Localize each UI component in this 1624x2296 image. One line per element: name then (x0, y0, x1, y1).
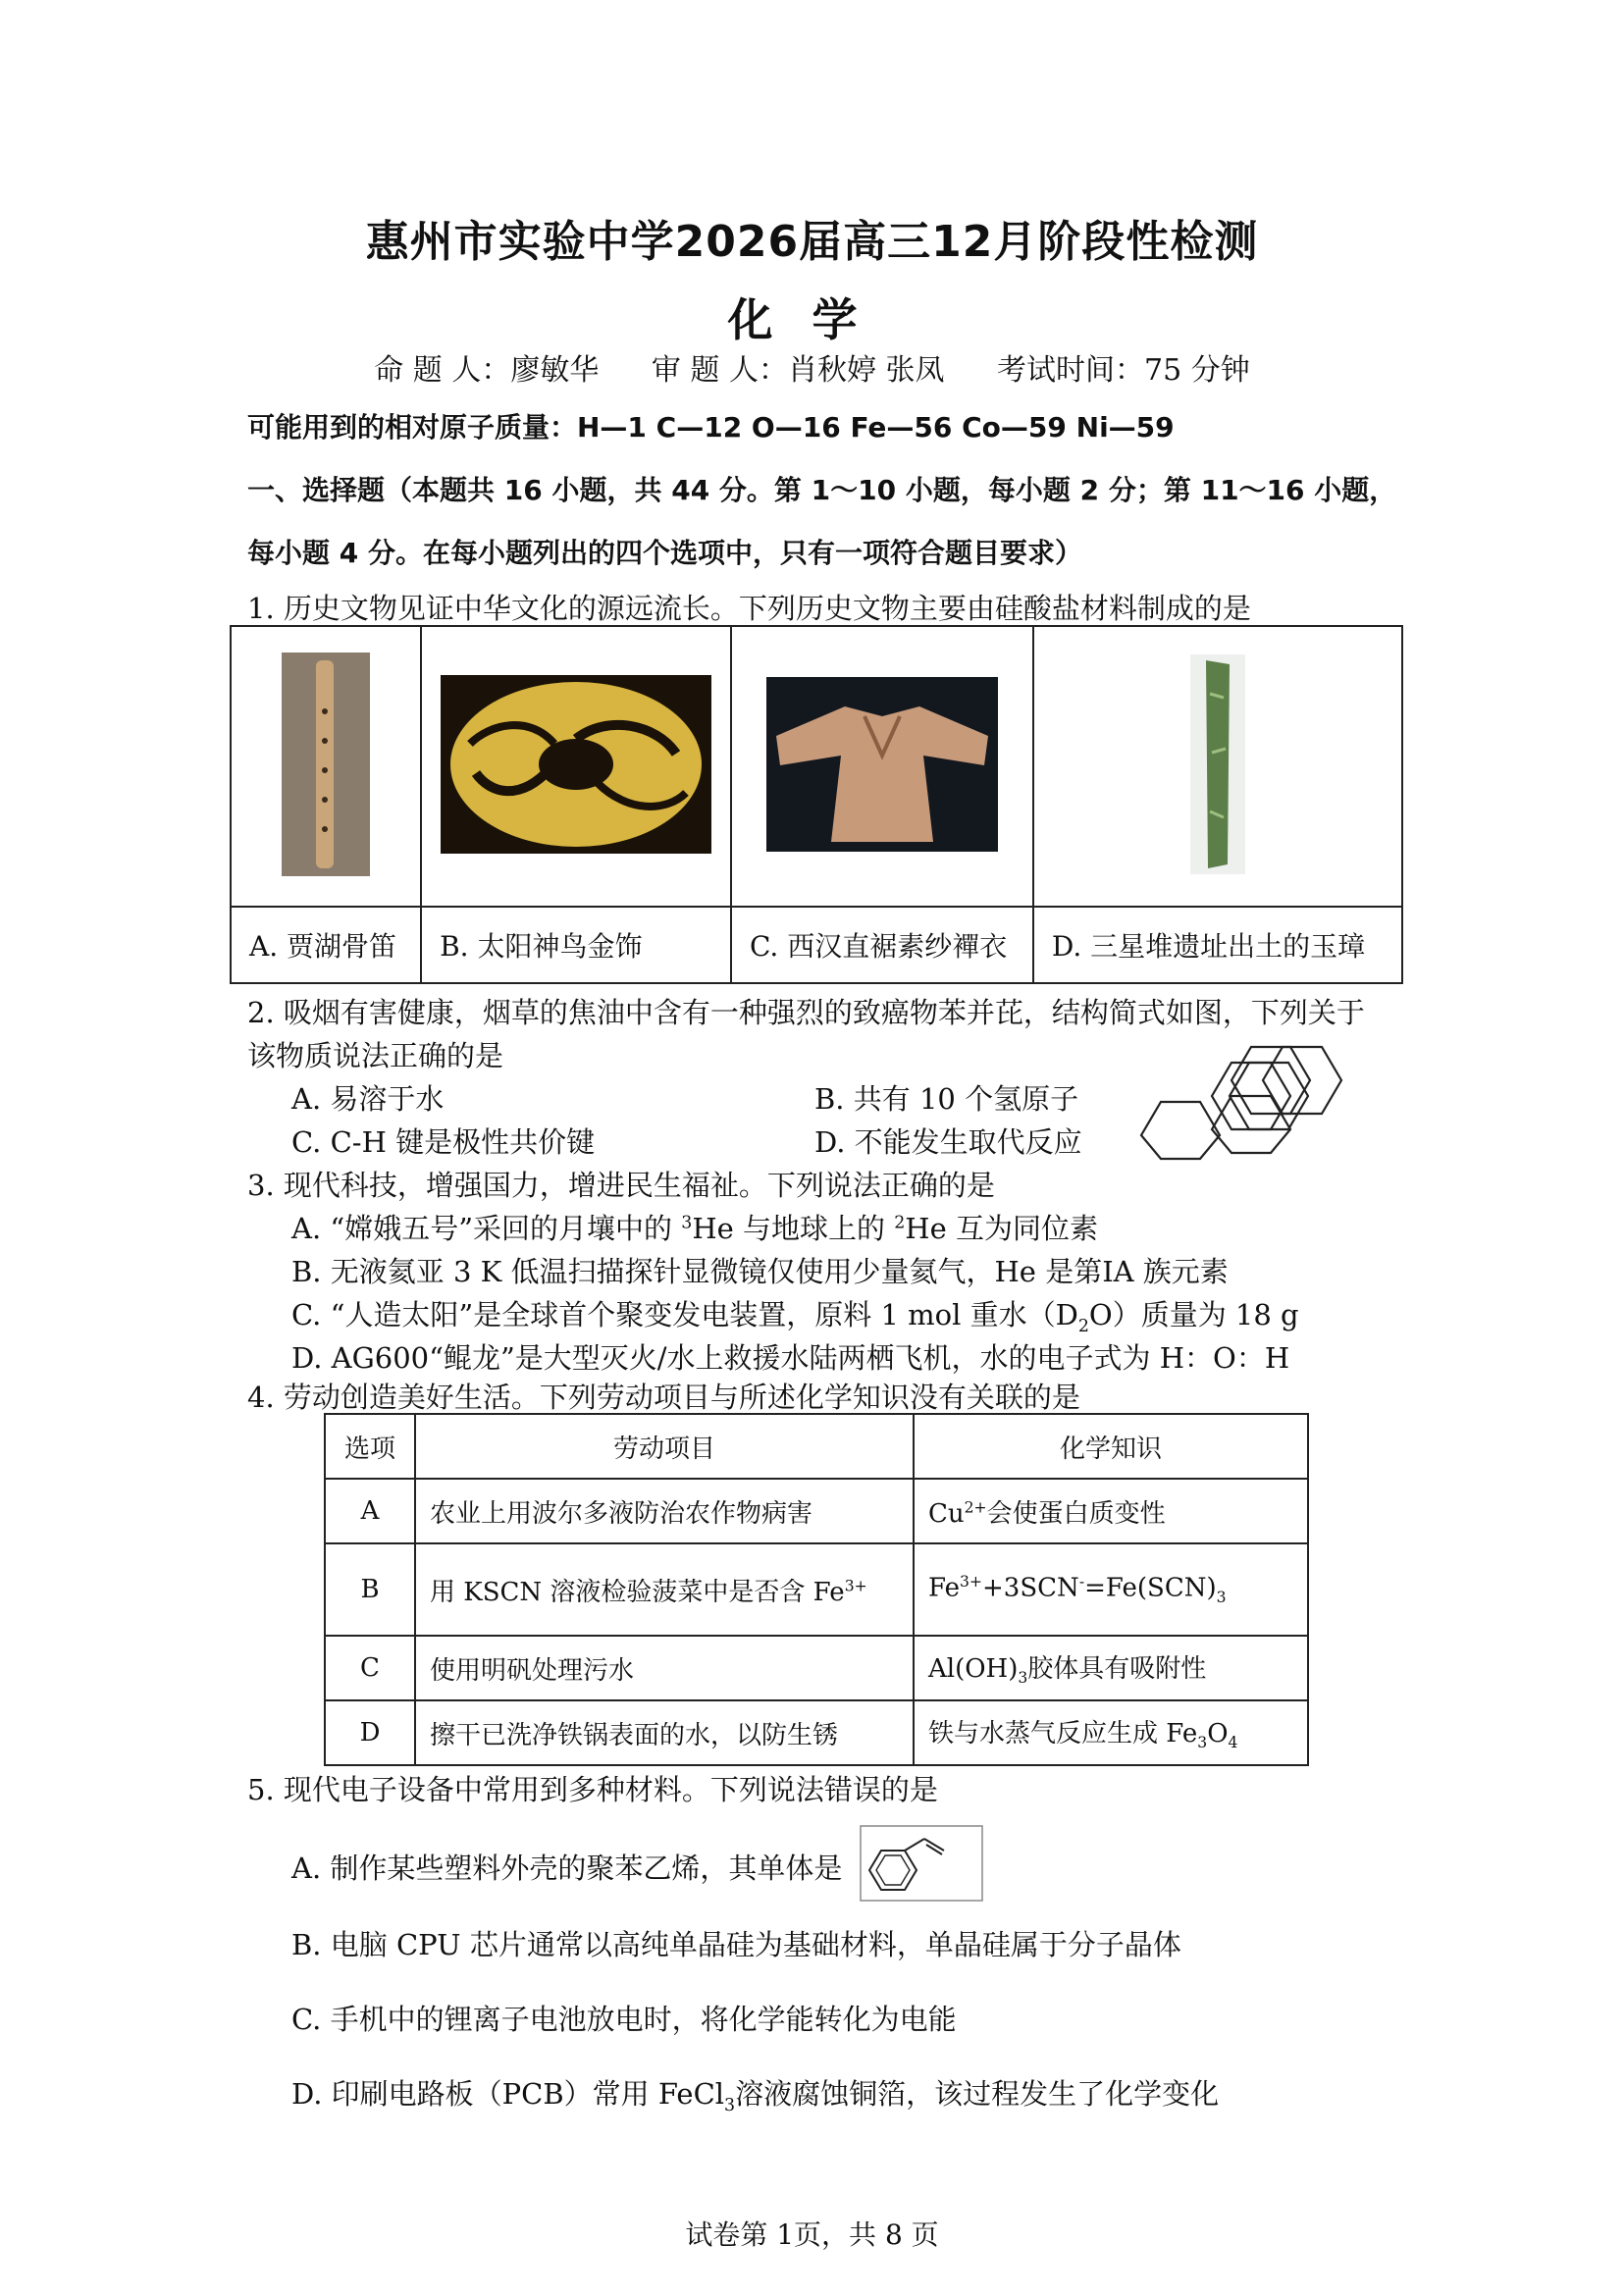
q4-stem: 4. 劳动创造美好生活。下列劳动项目与所述化学知识没有关联的是 (247, 1381, 1080, 1414)
q1-option-a: A. 贾湖骨笛 (231, 907, 421, 983)
q3-stem: 3. 现代科技，增强国力，增进民生福祉。下列说法正确的是 (247, 1169, 995, 1202)
q3-option-c: C. “人造太阳”是全球首个聚变发电装置，原料 1 mol 重水$(D_2O)$质量为 18 g (291, 1298, 1299, 1336)
q5-option-c: C. 手机中的锂离子电池放电时，将化学能转化为电能 (291, 2003, 957, 2036)
sun-bird-gold-image (441, 675, 711, 854)
q3-option-a: A. “嫦娥五号”采回的月壤中的 $^3$He 与地球上的 $^2$He 互为同位素 (291, 1212, 1098, 1245)
atomic-masses: 可能用到的相对原子质量：H—1 C—12 O—16 Fe—56 Co—59 Ni—59 (247, 411, 1175, 444)
table-row: B 用 KSCN 溶液检验菠菜中是否含 $Fe^{3+}$ $Fe^{3+}+3SCN^-=Fe(SCN)_3$ (325, 1543, 1308, 1636)
bone-flute-image (282, 652, 370, 876)
exam-title: 惠州市实验中学2026届高三12月阶段性检测 (365, 217, 1259, 267)
exam-time: 考试时间：75 分钟 (997, 353, 1250, 388)
q1-option-d: D. 三星堆遗址出土的玉璋 (1033, 907, 1402, 983)
q2-stem-line1: 2. 吸烟有害健康，烟草的焦油中含有一种强烈的致癌物苯并芘，结构简式如图，下列关于 (247, 996, 1365, 1029)
q4-header-option: 选项 (325, 1414, 415, 1479)
q1-options-table (230, 625, 1403, 984)
silk-robe-image (766, 677, 998, 852)
q2-option-b: B. 共有 10 个氢原子 (814, 1082, 1079, 1116)
q4-table (324, 1413, 1309, 1766)
exam-authors (0, 345, 1624, 389)
table-row: D 擦干已洗净铁锅表面的水，以防生锈 铁与水蒸气反应生成 $Fe_3O_4$ (325, 1700, 1308, 1765)
q4-header-labor: 劳动项目 (415, 1414, 914, 1479)
q1-image-a (231, 626, 421, 907)
q4-header-knowledge: 化学知识 (914, 1414, 1308, 1479)
q5-option-d: D. 印刷电路板（PCB）常用 FeCl$_3$溶液腐蚀铜箔，该过程发生了化学变化 (291, 2077, 1220, 2115)
q3-option-b: B. 无液氦亚 3 K 低温扫描探针显微镜仅使用少量氦气，He 是第ⅠA 族元素 (291, 1255, 1229, 1288)
q1-option-b: B. 太阳神鸟金饰 (421, 907, 731, 983)
page-footer: 试卷第 1页，共 8 页 (685, 2218, 939, 2251)
jade-zhang-image (1190, 654, 1245, 874)
author: 命 题 人：廖敏华 (374, 353, 600, 388)
table-row: A 农业上用波尔多液防治农作物病害 $Cu^{2+}$会使蛋白质变性 (325, 1479, 1308, 1543)
reviewer: 审 题 人：肖秋婷 张凤 (651, 353, 945, 388)
q2-option-a: A. 易溶于水 (291, 1082, 445, 1116)
q2-stem-line2: 该物质说法正确的是 (247, 1039, 504, 1072)
q1-option-c: C. 西汉直裾素纱襌衣 (731, 907, 1033, 983)
q5-stem: 5. 现代电子设备中常用到多种材料。下列说法错误的是 (247, 1773, 938, 1806)
q5-option-a: A. 制作某些塑料外壳的聚苯乙烯，其单体是 (291, 1852, 843, 1885)
section1-line2: 每小题 4 分。在每小题列出的四个选项中，只有一项符合题目要求） (247, 537, 1082, 569)
table-row: C 使用明矾处理污水 $Al(OH)_3$胶体具有吸附性 (325, 1636, 1308, 1700)
q1-image-b (421, 626, 731, 907)
q1-image-c (731, 626, 1033, 907)
q1-image-d (1033, 626, 1402, 907)
q2-option-d: D. 不能发生取代反应 (814, 1125, 1082, 1159)
section1-line1: 一、选择题（本题共 16 小题，共 44 分。第 1～10 小题，每小题 2 分；第 11～16 小题， (247, 474, 1397, 506)
benzopyrene-structure (1133, 1042, 1354, 1168)
styrene-structure (860, 1825, 983, 1902)
subject-title: 化学 (727, 293, 897, 346)
q4-header-row (325, 1414, 1308, 1479)
q5-option-b: B. 电脑 CPU 芯片通常以高纯单晶硅为基础材料，单晶硅属于分子晶体 (291, 1928, 1181, 1961)
q3-option-d: D. AG600“鲲龙”是大型灭火/水上救援水陆两栖飞机，水的电子式为 H：O：H (291, 1341, 1290, 1375)
q1-stem: 1. 历史文物见证中华文化的源远流长。下列历史文物主要由硅酸盐材料制成的是 (247, 592, 1251, 625)
q2-option-c: C. C-H 键是极性共价键 (291, 1125, 596, 1159)
